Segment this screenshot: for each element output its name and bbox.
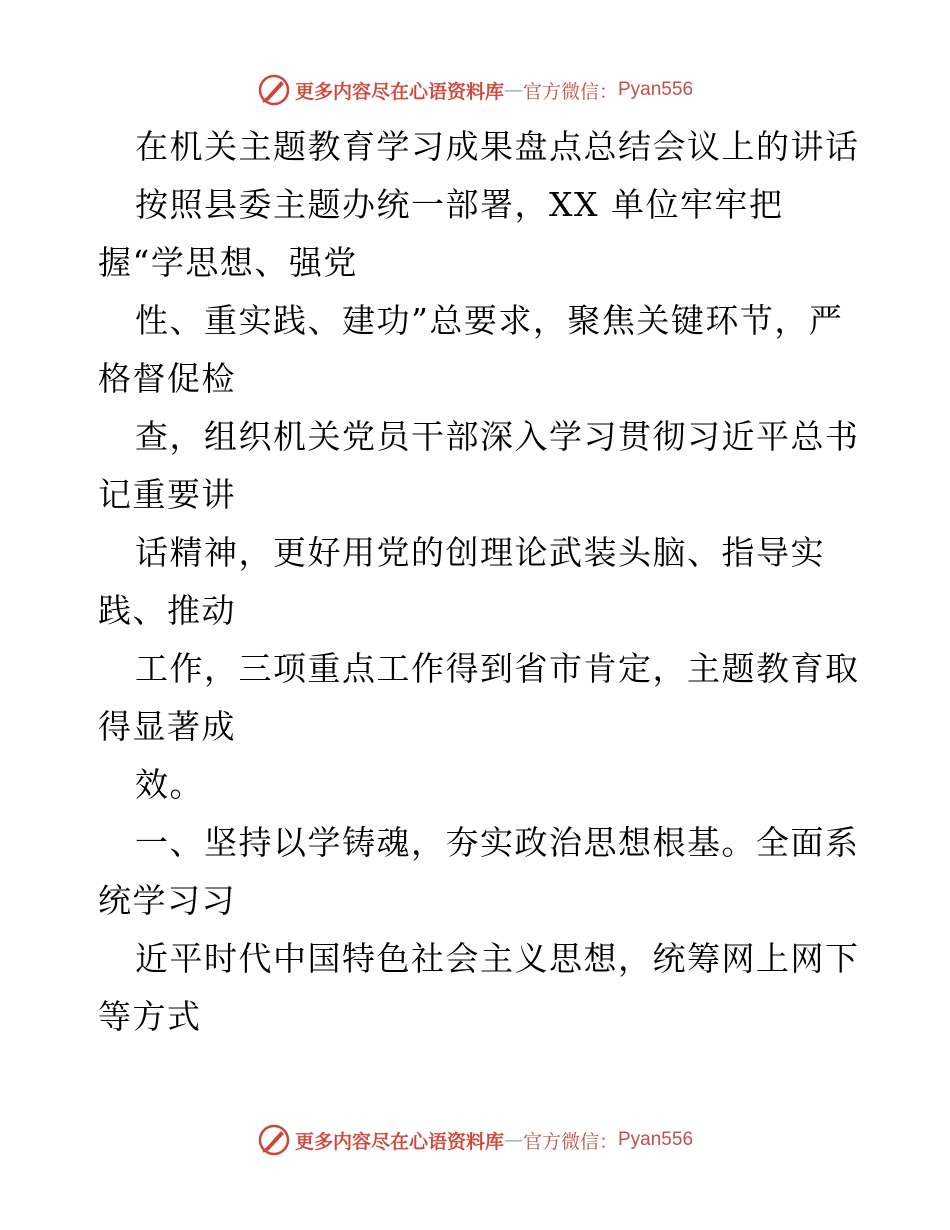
section-heading-line: 一、坚持以学铸魂，夯实政治思想根基。全面系 [135, 823, 860, 862]
text-line: 按照县委主题办统一部署，XX 单位牢牢把 [135, 185, 784, 224]
text-line: 统学习习 [98, 881, 236, 920]
banner-main-text: 更多内容尽在心语资料库 [294, 80, 504, 103]
text-line: 工作，三项重点工作得到省市肯定，主题教育取 [135, 649, 860, 688]
quill-pen-logo-icon [257, 1123, 291, 1157]
quill-pen-logo-icon [257, 73, 291, 107]
text-line: 查，组织机关党员干部深入学习贯彻习近平总书 [135, 417, 860, 456]
text-line: 得显著成 [98, 707, 236, 746]
text-line: 效。 [135, 765, 204, 804]
text-line: 性、重实践、建功”总要求，聚焦关键环节，严 [135, 301, 844, 340]
text-line: 近平时代中国特色社会主义思想，统筹网上网下 [135, 939, 860, 978]
banner-dash: — [503, 1129, 523, 1151]
text-line: 记重要讲 [98, 475, 236, 514]
banner-wechat-label: 官方微信： [522, 1130, 618, 1153]
banner-dash: — [503, 79, 523, 101]
header-banner [0, 70, 950, 110]
document-title: 在机关主题教育学习成果盘点总结会议上的讲话 [135, 127, 860, 166]
text-line: 握“学思想、强党 [98, 243, 358, 282]
text-line: 等方式 [98, 997, 202, 1036]
text-line: 践、推动 [98, 591, 236, 630]
text-line: 话精神，更好用党的创理论武装头脑、指导实 [135, 533, 825, 572]
banner-main-text: 更多内容尽在心语资料库 [294, 1130, 504, 1153]
banner-wechat-id: Pyan556 [618, 79, 694, 100]
banner-wechat-label: 官方微信： [522, 80, 618, 103]
banner-wechat-id: Pyan556 [618, 1129, 694, 1150]
footer-banner [0, 1120, 950, 1160]
text-line: 格督促检 [98, 359, 236, 398]
